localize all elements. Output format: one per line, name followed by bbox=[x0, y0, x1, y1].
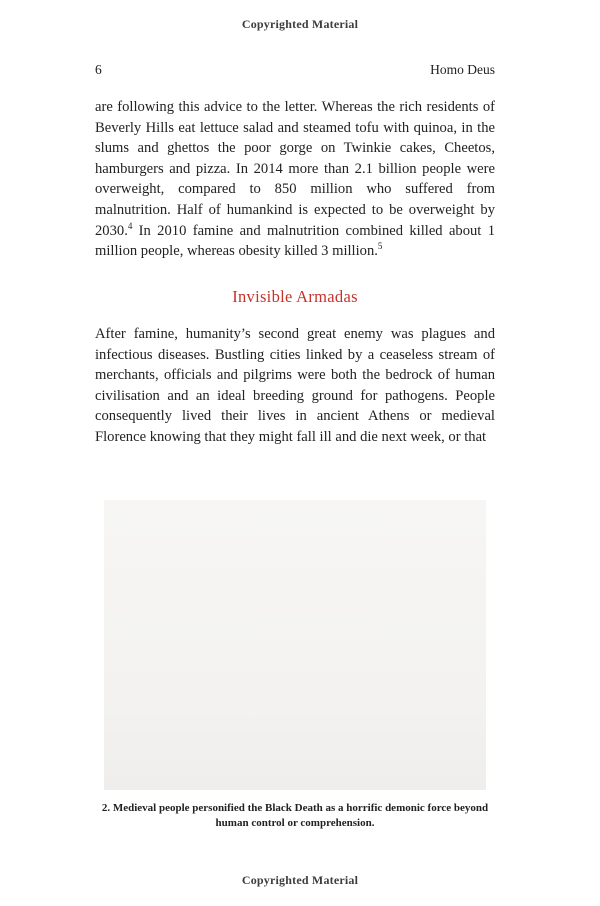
running-title: Homo Deus bbox=[430, 62, 495, 77]
paragraph-text: are following this advice to the letter. Whereas the rich residents of Beverly Hills eat lettuce salad and steamed tofu with quinoa, in the slums and ghettos the poor gorge on Twinkie cakes, Cheetos, hamburgers and pizza. In 2014 more than 2.1 billion people were overweight, compared to 850 million who suffered from malnutrition. Half of humankind is expected to be overweight by 2030. bbox=[95, 99, 495, 239]
page-number: 6 bbox=[95, 62, 102, 77]
figure-caption: 2. Medieval people personified the Black Death as a horrific demonic force beyond human control or comprehension. bbox=[101, 802, 489, 829]
figure-image-placeholder bbox=[104, 500, 486, 790]
paragraph-text: In 2010 famine and malnutrition combined killed about 1 million people, whereas obesity killed 3 million. bbox=[95, 222, 495, 260]
copyright-notice-bottom: Copyrighted Material bbox=[241, 873, 359, 887]
page-header bbox=[95, 62, 495, 78]
footnote-ref-5: 5 bbox=[377, 241, 383, 252]
paragraph-plagues: After famine, humanity’s second great enemy was plagues and infectious diseases. Bustling cities linked by a ceaseless stream of merchants, officials and pilgrims were both the bedrock of human civilisation and an ideal breeding ground for pathogens. People consequently lived their lives in ancient Athens or medieval Florence knowing that they might fall ill and die next week, or that bbox=[95, 326, 495, 445]
paragraph-famine-obesity bbox=[95, 97, 495, 262]
figure bbox=[95, 500, 495, 831]
copyright-notice-top: Copyrighted Material bbox=[241, 17, 359, 31]
section-heading: Invisible Armadas bbox=[232, 287, 358, 306]
footnote-ref-4: 4 bbox=[127, 220, 133, 231]
